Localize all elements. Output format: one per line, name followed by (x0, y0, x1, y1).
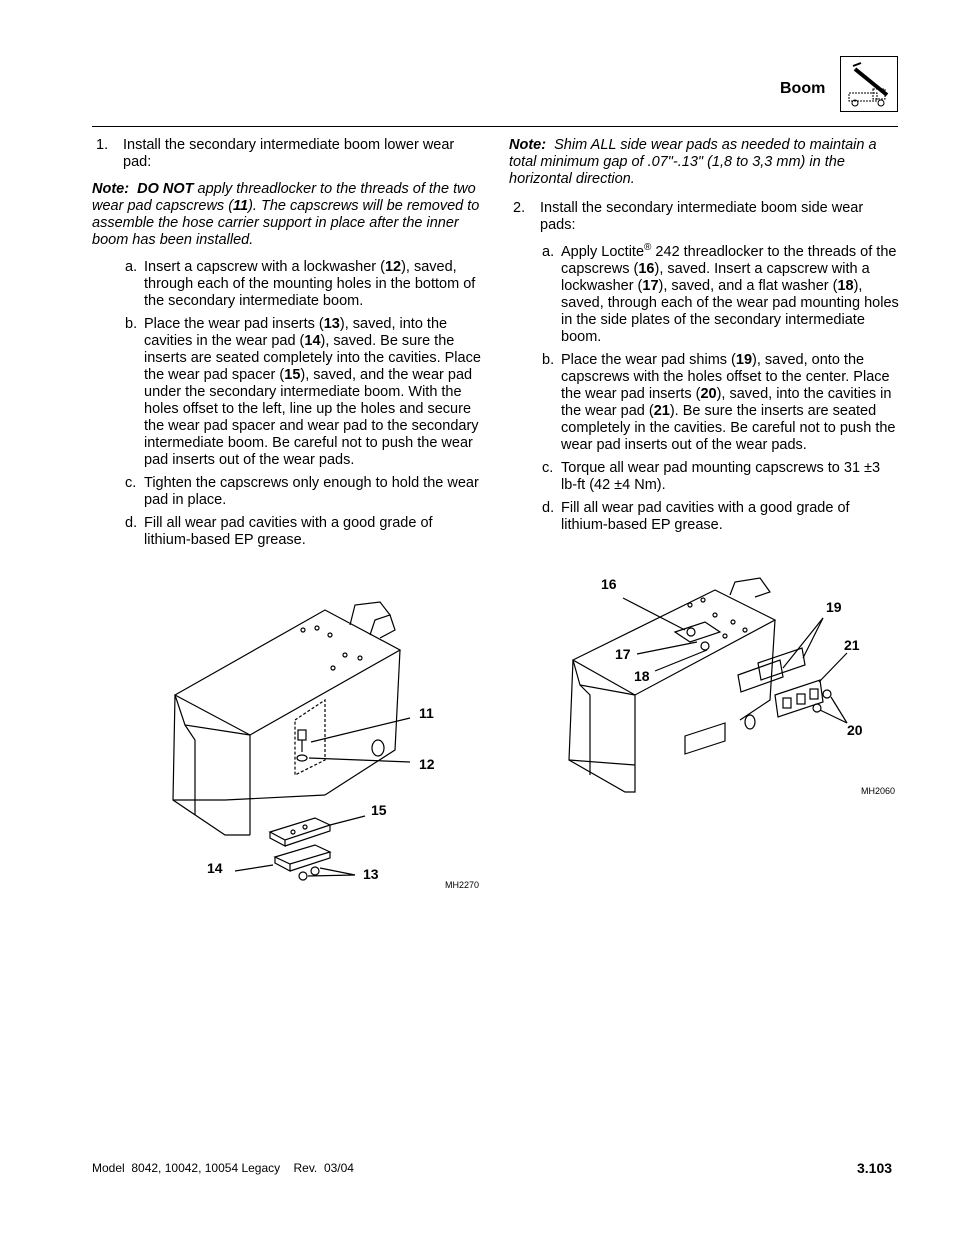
footer-model: Model 8042, 10042, 10054 Legacy Rev. 03/04 (92, 1161, 354, 1175)
step-1 (92, 137, 482, 171)
note: Note: DO NOT apply threadlocker to the threads of the two wear pad capscrews (11). The capscrews will be removed to assemble the hose carrier support in place after the inner boom has been installed. (92, 181, 480, 248)
callout-18: 18 (634, 668, 650, 684)
substep-b: b. Place the wear pad inserts (13), saved, into the cavities in the wear pad (14), saved. Be sure the inserts are seated completely into the cavities. Place the wear pad spacer (15), saved, and the wear pad under the secondary intermediate boom. With the holes offset to the left, line up the holes and secure the wear pad spacer and wear pad to the secondary intermediate boom. Be careful not to push the wear pad inserts out of the wear pads. (125, 316, 481, 468)
header-rule (92, 126, 898, 127)
callout-19: 19 (826, 599, 842, 615)
callout-11: 11 (419, 705, 434, 721)
section-title: Boom (780, 80, 826, 97)
callout-17: 17 (615, 646, 631, 662)
page-number: 3.103 (857, 1160, 893, 1176)
substep-d: d. Fill all wear pad cavities with a good grade of lithium-based EP grease. (542, 500, 850, 533)
step-number: 1. (96, 137, 109, 153)
note: Note: Shim ALL side wear pads as needed to maintain a total minimum gap of .07"-.13" (1,8 to 3,3 mm) in the horizontal direction. (509, 137, 877, 187)
telehandler-boom-icon (840, 56, 898, 112)
callout-20: 20 (847, 722, 863, 738)
right-column (509, 137, 899, 540)
step-number: 2. (513, 200, 526, 216)
callout-14: 14 (207, 860, 223, 876)
step-text: Install the secondary intermediate boom lower wear pad: (123, 137, 455, 170)
callout-15: 15 (371, 802, 387, 818)
substep-b: b. Place the wear pad shims (19), saved, onto the capscrews with the holes offset to the center. Place the wear pad inserts (20), saved, into the cavities in the wear pad (21). Be sure the inserts are seated completely in the cavities. Be careful not to push the wear pad inserts out of the wear pads. (542, 352, 896, 453)
step-2 (509, 200, 899, 234)
callout-16: 16 (601, 576, 617, 592)
substep-c: c. Tighten the capscrews only enough to hold the wear pad in place. (125, 475, 479, 508)
figure-side-wear-pads (565, 570, 900, 800)
figure-code: MH2270 (445, 880, 480, 890)
substep-a: a. Apply Loctite® 242 threadlocker to the threads of the capscrews (16), saved. Insert a capscrew with a lockwasher (17), saved, and a flat washer (18), saved, through each of the wear pad mounting holes in the side plates of the secondary intermediate boom. (542, 242, 899, 345)
substep-a: a. Insert a capscrew with a lockwasher (12), saved, through each of the mounting holes in the bottom of the secondary intermediate boom. (125, 259, 476, 309)
left-column (92, 137, 482, 555)
callout-12: 12 (419, 756, 435, 772)
step-text: Install the secondary intermediate boom side wear pads: (540, 200, 864, 233)
callout-13: 13 (363, 866, 379, 882)
substep-d: d. Fill all wear pad cavities with a good grade of lithium-based EP grease. (125, 515, 433, 548)
figure-lower-wear-pad (165, 600, 485, 890)
substep-c: c. Torque all wear pad mounting capscrews to 31 ±3 lb-ft (42 ±4 Nm). (542, 460, 881, 493)
callout-21: 21 (844, 637, 860, 653)
figure-code: MH2060 (861, 786, 896, 796)
